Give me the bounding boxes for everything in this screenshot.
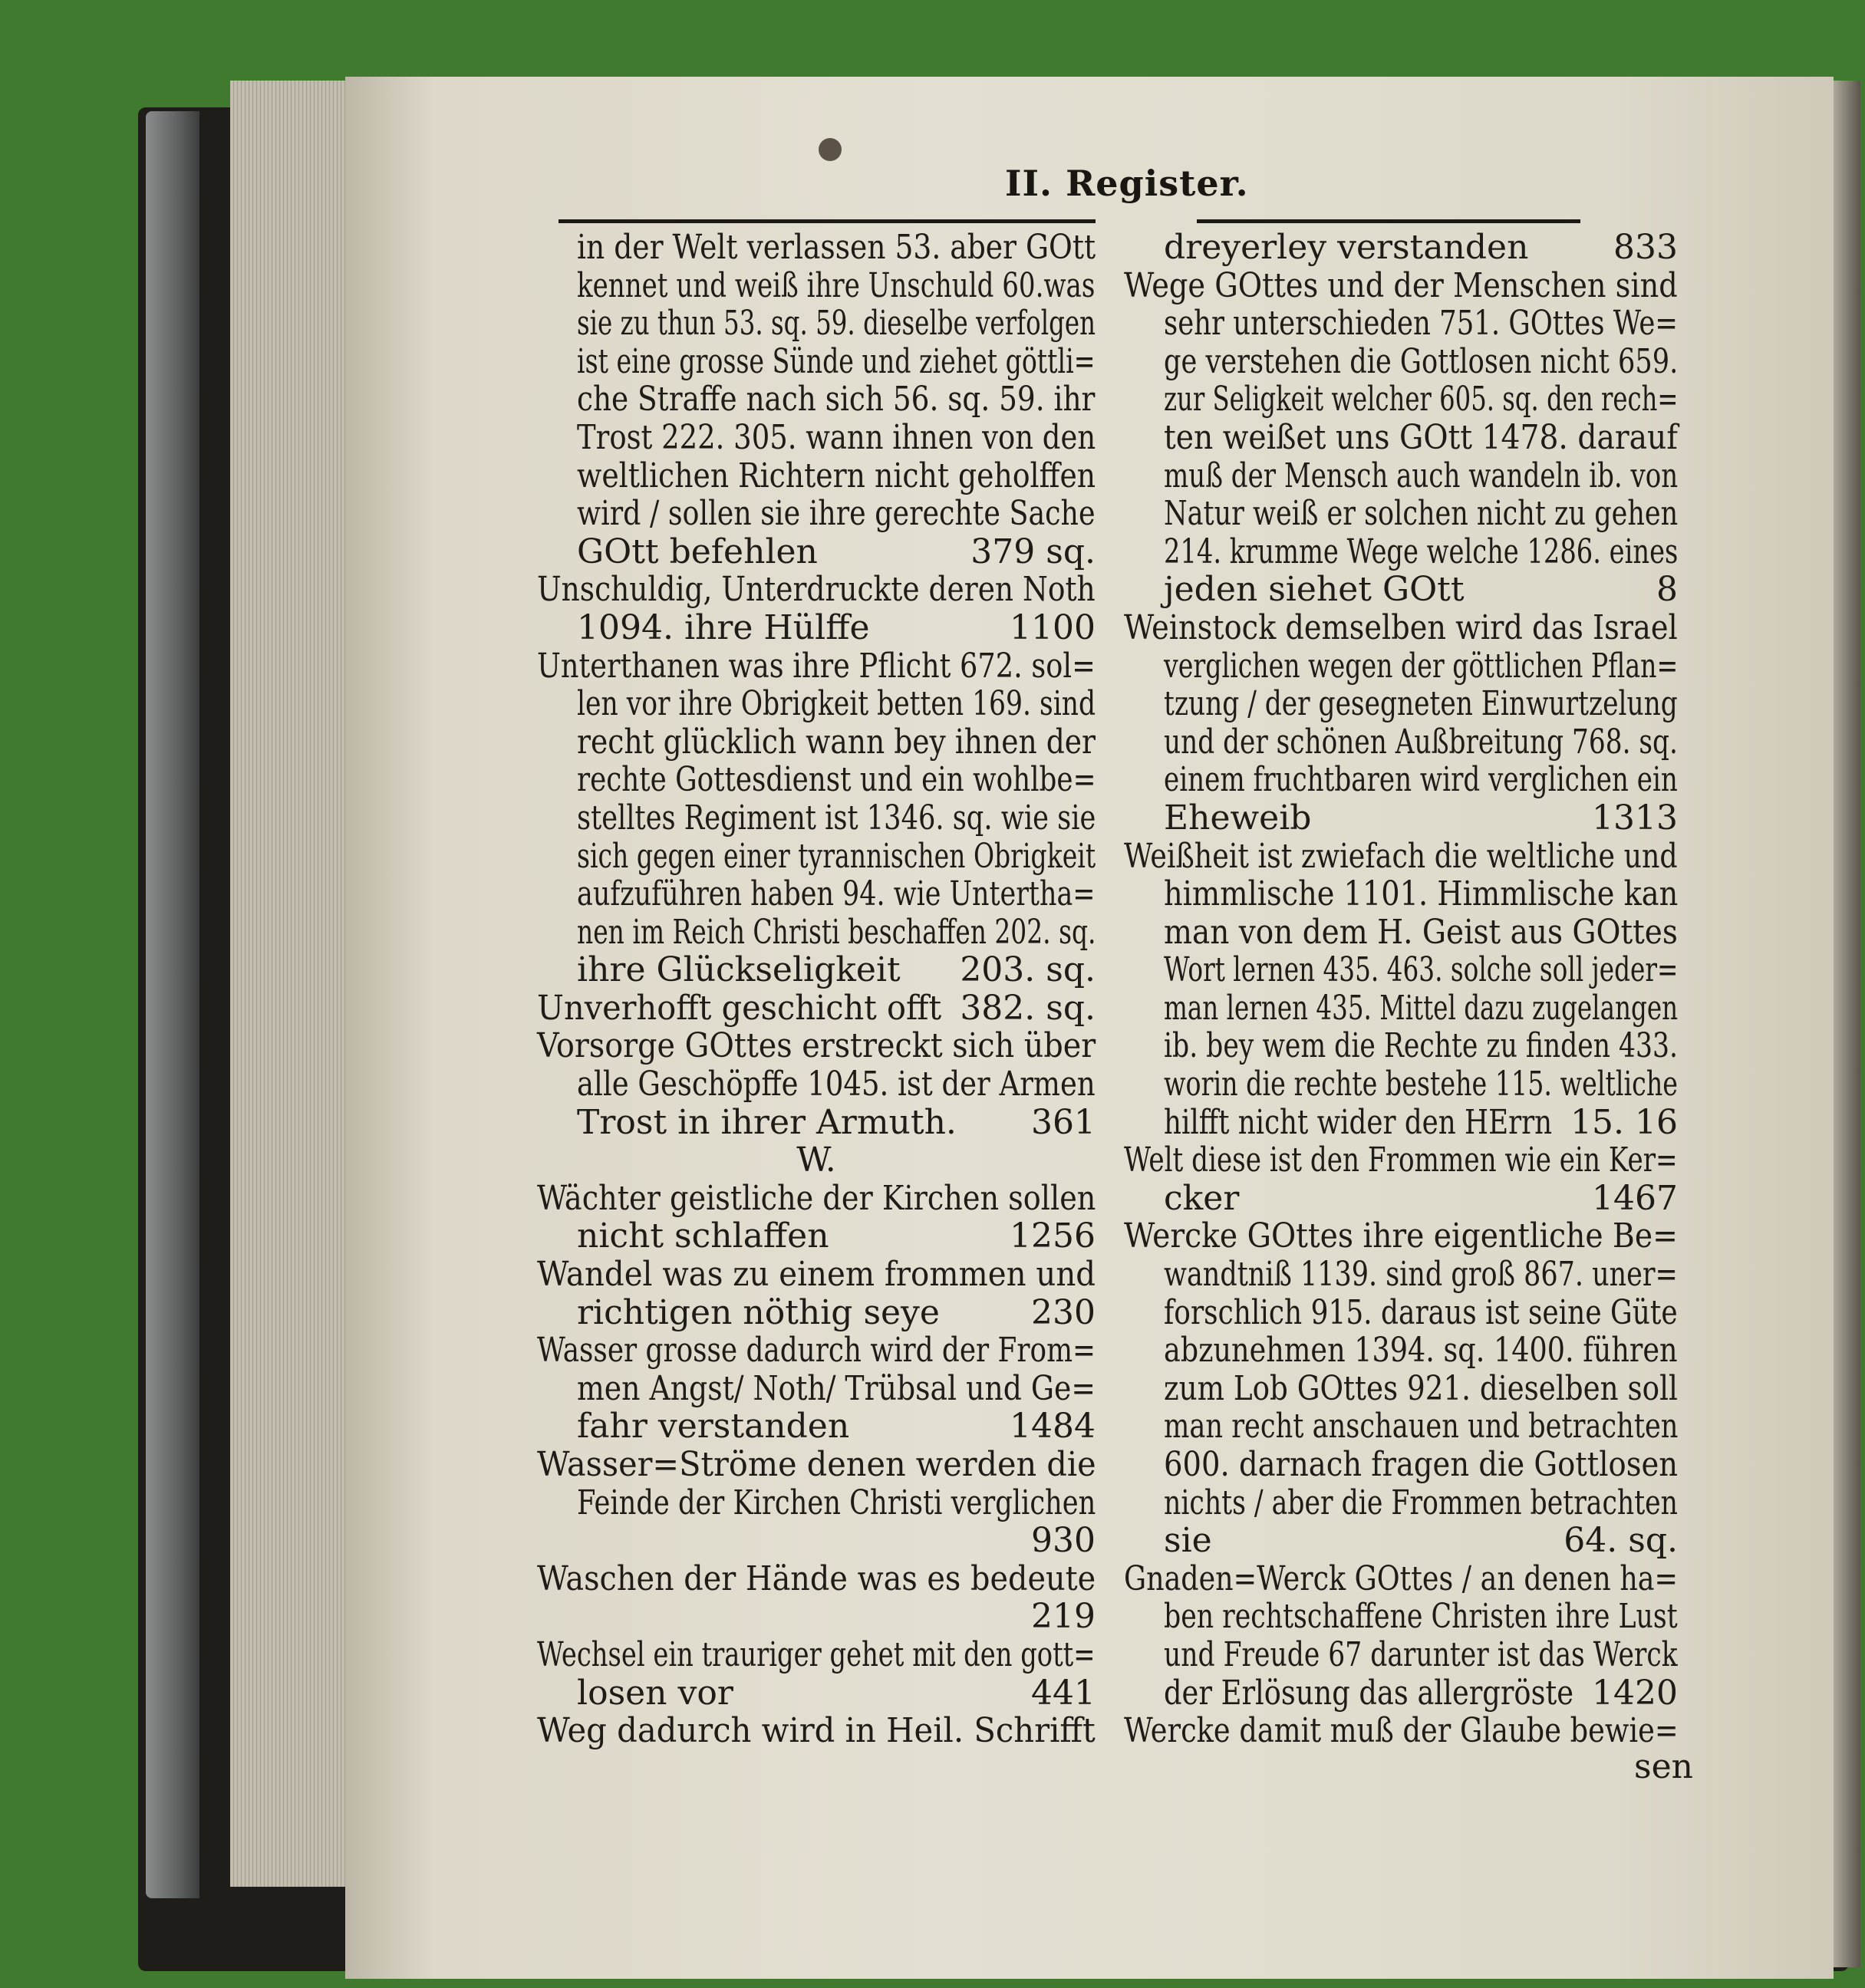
entry-text: Weinstock demselben wird das Israel xyxy=(1124,607,1678,647)
entry-text: Unschuldig, Unterdruckte deren Noth xyxy=(537,570,1096,610)
page-reference: 833 xyxy=(1613,228,1678,267)
entry-text: weltlichen Richtern nicht geholffen xyxy=(577,456,1096,495)
page-reference: 930 xyxy=(1031,1521,1096,1561)
catchword: sen xyxy=(1634,1747,1693,1786)
entry-text: rechte Gottesdienst und ein wohlbe= xyxy=(577,760,1096,800)
index-entry-continuation xyxy=(537,1407,1096,1446)
page-reference: 203. sq. xyxy=(960,950,1096,990)
index-entry-continuation xyxy=(537,1104,1096,1142)
index-entry-continuation xyxy=(1124,1331,1678,1370)
index-entry-continuation xyxy=(1124,1104,1678,1142)
entry-text: 600. darnach fragen die Gottlosen xyxy=(1164,1445,1679,1484)
section-letter xyxy=(537,1141,1096,1180)
entry-text: Waschen der Hände was es bedeute xyxy=(537,1558,1096,1598)
header-rule-right xyxy=(1197,219,1580,223)
entry-text: cker xyxy=(1164,1178,1240,1218)
index-entry-continuation xyxy=(1124,1294,1678,1332)
entry-text: und Freude 67 darunter ist das Werck xyxy=(1164,1634,1678,1674)
index-entry-continuation xyxy=(537,304,1096,343)
index-entry-continuation xyxy=(1124,571,1678,609)
index-entry xyxy=(537,1331,1096,1370)
entry-text: der Erlösung das allergröste xyxy=(1164,1673,1574,1713)
index-entry-continuation xyxy=(1124,875,1678,913)
entry-text: len vor ihre Obrigkeit betten 169. sind xyxy=(577,684,1096,724)
entry-text: wandtniß 1139. sind groß 867. uner= xyxy=(1164,1255,1678,1295)
page-edges-right xyxy=(1830,81,1860,1967)
entry-text: nichts / aber die Frommen betrachten xyxy=(1164,1483,1678,1522)
entry-text: tzung / der gesegneten Einwurtzelung xyxy=(1164,684,1678,724)
entry-text: ten weißet uns GOtt 1478. darauf xyxy=(1164,417,1678,457)
entry-text: Vorsorge GOttes erstreckt sich über xyxy=(537,1026,1096,1066)
entry-text: GOtt befehlen xyxy=(577,532,818,571)
page-reference: 1313 xyxy=(1592,798,1678,838)
entry-text: sehr unterschieden 751. GOttes We= xyxy=(1164,304,1679,344)
index-entry xyxy=(1124,838,1678,876)
entry-text: Weißheit ist zwiefach die weltliche und xyxy=(1124,836,1678,876)
index-entry-continuation xyxy=(1124,1446,1678,1484)
entry-text: Wort lernen 435. 463. solche soll jeder= xyxy=(1164,950,1679,990)
page-reference: 230 xyxy=(1031,1292,1096,1332)
index-entry-continuation xyxy=(537,267,1096,305)
index-entry-continuation xyxy=(1124,1674,1678,1713)
index-entry xyxy=(1124,1217,1678,1256)
page-reference: 1100 xyxy=(1010,607,1096,647)
index-entry-continuation xyxy=(537,229,1096,267)
index-entry-continuation xyxy=(537,723,1096,762)
index-entry-continuation xyxy=(1124,951,1678,989)
index-entry-continuation xyxy=(1124,380,1678,419)
index-entry-continuation xyxy=(1124,1180,1678,1218)
index-entry xyxy=(537,1446,1096,1484)
entry-text: in der Welt verlassen 53. aber GOtt xyxy=(577,228,1096,267)
entry-text: Gnaden=Werck GOttes / an denen ha= xyxy=(1124,1558,1679,1598)
entry-text: sich gegen einer tyrannischen Obrigkeit xyxy=(577,836,1096,876)
entry-text: zum Lob GOttes 921. dieselben soll xyxy=(1164,1368,1678,1408)
index-entry-continuation xyxy=(1124,1256,1678,1294)
index-entry xyxy=(537,1636,1096,1674)
entry-text: Wächter geistliche der Kirchen sollen xyxy=(537,1178,1096,1218)
entry-text: Weg dadurch wird in Heil. Schrifft xyxy=(537,1711,1096,1751)
index-entry xyxy=(1124,267,1678,305)
index-entry-continuation xyxy=(537,343,1096,381)
index-entry-continuation xyxy=(537,913,1096,952)
index-entry-continuation xyxy=(537,875,1096,913)
entry-text: W. xyxy=(796,1140,836,1180)
entry-text: Trost in ihrer Armuth. xyxy=(577,1102,957,1142)
entry-text: und der schönen Außbreitung 768. sq. xyxy=(1164,722,1678,762)
running-header: II. Register. xyxy=(1005,163,1249,204)
entry-text: che Straffe nach sich 56. sq. 59. ihr xyxy=(577,380,1096,420)
entry-text: Wercke damit muß der Glaube bewie= xyxy=(1124,1711,1679,1751)
page-reference: 15. 16 xyxy=(1570,1102,1678,1142)
index-entry-continuation xyxy=(1124,533,1678,571)
index-entry xyxy=(537,1027,1096,1065)
entry-text: worin die rechte bestehe 115. weltliche xyxy=(1164,1065,1678,1104)
entry-text: hilfft nicht wider den HErrn xyxy=(1164,1102,1553,1142)
index-entry-continuation xyxy=(1124,989,1678,1028)
page-reference: 219 xyxy=(1031,1597,1096,1637)
entry-text: Feinde der Kirchen Christi verglichen xyxy=(577,1483,1096,1522)
entry-text: verglichen wegen der göttlichen Pflan= xyxy=(1164,646,1679,686)
entry-text: ib. bey wem die Rechte zu finden 433. xyxy=(1164,1026,1679,1066)
entry-text: forschlich 915. daraus ist seine Güte xyxy=(1164,1292,1678,1332)
entry-text: Wandel was zu einem frommen und xyxy=(537,1255,1096,1295)
index-entry-continuation xyxy=(537,1370,1096,1408)
index-entry-continuation xyxy=(1124,495,1678,533)
entry-text: Unverhofft geschicht offt xyxy=(537,988,942,1028)
index-entry-continuation xyxy=(537,799,1096,838)
index-entry xyxy=(1124,1560,1678,1598)
entry-text: alle Geschöpffe 1045. ist der Armen xyxy=(577,1065,1096,1104)
index-entry-continuation xyxy=(1124,343,1678,381)
index-entry-continuation xyxy=(1124,1407,1678,1446)
index-entry xyxy=(537,1256,1096,1294)
book-cover-edge xyxy=(146,111,199,1898)
entry-text: losen vor xyxy=(577,1673,733,1713)
index-entry-continuation xyxy=(537,457,1096,495)
index-entry xyxy=(537,1180,1096,1218)
index-entry-continuation xyxy=(1124,1027,1678,1065)
page-reference: 64. sq. xyxy=(1564,1521,1678,1561)
index-column-left xyxy=(537,229,1096,1750)
entry-text: 1094. ihre Hülffe xyxy=(577,607,870,647)
index-entry-continuation xyxy=(1124,1065,1678,1104)
index-entry-continuation xyxy=(537,951,1096,989)
index-entry-continuation xyxy=(537,1294,1096,1332)
entry-text: sie xyxy=(1164,1521,1212,1561)
entry-text: men Angst/ Noth/ Trübsal und Ge= xyxy=(577,1368,1096,1408)
entry-text: ihre Glückseligkeit xyxy=(577,950,901,990)
entry-text: 214. krumme Wege welche 1286. eines xyxy=(1164,532,1679,571)
index-entry-continuation xyxy=(537,380,1096,419)
index-entry-continuation xyxy=(1124,1636,1678,1674)
index-entry-continuation xyxy=(1124,761,1678,799)
entry-text: nen im Reich Christi beschaffen 202. sq. xyxy=(577,912,1096,952)
header-rule-left xyxy=(559,219,1096,223)
index-entry-continuation xyxy=(537,1065,1096,1104)
page-reference: 8 xyxy=(1656,570,1678,610)
entry-text: sie zu thun 53. sq. 59. dieselbe verfolgen xyxy=(577,304,1096,344)
index-entry-continuation xyxy=(537,533,1096,571)
index-entry-continuation xyxy=(1124,1522,1678,1560)
index-entry-continuation xyxy=(1124,913,1678,952)
index-entry-continuation xyxy=(1124,1484,1678,1522)
index-entry xyxy=(537,989,1096,1028)
entry-text: ge verstehen die Gottlosen nicht 659. xyxy=(1164,341,1679,381)
index-entry-continuation xyxy=(1124,647,1678,686)
entry-text: aufzuführen haben 94. wie Untertha= xyxy=(577,874,1096,914)
index-entry xyxy=(1124,609,1678,647)
entry-text: Trost 222. 305. wann ihnen von den xyxy=(577,417,1096,457)
page-reference: 1420 xyxy=(1592,1673,1678,1713)
index-entry-continuation xyxy=(537,495,1096,533)
entry-text: abzunehmen 1394. sq. 1400. führen xyxy=(1164,1331,1678,1371)
index-entry xyxy=(537,1712,1096,1750)
index-entry-continuation xyxy=(537,1598,1096,1636)
index-entry xyxy=(537,647,1096,686)
index-entry-continuation xyxy=(1124,457,1678,495)
page-reference: 441 xyxy=(1031,1673,1096,1713)
index-entry xyxy=(537,571,1096,609)
page-reference: 379 sq. xyxy=(970,532,1096,571)
entry-text: wird / sollen sie ihre gerechte Sache xyxy=(577,494,1096,534)
index-column-right xyxy=(1124,229,1678,1750)
index-entry-continuation xyxy=(537,1522,1096,1560)
entry-text: fahr verstanden xyxy=(577,1407,850,1447)
entry-text: Wasser=Ströme denen werden die xyxy=(537,1445,1096,1484)
page-reference: 1256 xyxy=(1010,1216,1096,1256)
entry-text: Wege GOttes und der Menschen sind xyxy=(1124,265,1678,305)
index-entry-continuation xyxy=(537,609,1096,647)
entry-text: kennet und weiß ihre Unschuld 60.was xyxy=(577,265,1096,305)
entry-text: richtigen nöthig seye xyxy=(577,1292,940,1332)
entry-text: man lernen 435. Mittel dazu zugelangen xyxy=(1164,988,1679,1028)
index-entry-continuation xyxy=(537,685,1096,723)
index-entry xyxy=(1124,1712,1678,1750)
entry-text: Wechsel ein trauriger gehet mit den gott= xyxy=(537,1634,1096,1674)
index-entry-continuation xyxy=(537,761,1096,799)
index-entry xyxy=(1124,1141,1678,1180)
index-entry-continuation xyxy=(537,419,1096,457)
entry-text: ist eine grosse Sünde und ziehet göttli= xyxy=(577,341,1096,381)
index-entry-continuation xyxy=(1124,723,1678,762)
index-entry-continuation xyxy=(1124,799,1678,838)
page-reference: 361 xyxy=(1031,1102,1096,1142)
page-reference: 1484 xyxy=(1010,1407,1096,1447)
entry-text: recht glücklich wann bey ihnen der xyxy=(577,722,1096,762)
entry-text: man von dem H. Geist aus GOttes xyxy=(1164,912,1678,952)
page-reference: 1467 xyxy=(1592,1178,1678,1218)
entry-text: Unterthanen was ihre Pflicht 672. sol= xyxy=(537,646,1096,686)
index-entry-continuation xyxy=(537,1217,1096,1256)
page-reference: 382. sq. xyxy=(960,988,1096,1028)
index-entry xyxy=(537,1560,1096,1598)
index-entry-continuation xyxy=(537,1674,1096,1713)
index-entry-continuation xyxy=(537,1484,1096,1522)
entry-text: einem fruchtbaren wird verglichen ein xyxy=(1164,760,1678,800)
entry-text: dreyerley verstanden xyxy=(1164,228,1529,267)
entry-text: Eheweib xyxy=(1164,798,1312,838)
index-entry-continuation xyxy=(1124,685,1678,723)
entry-text: zur Seligkeit welcher 605. sq. den rech= xyxy=(1164,380,1679,420)
entry-text: jeden siehet GOtt xyxy=(1164,570,1465,610)
entry-text: ben rechtschaffene Christen ihre Lust xyxy=(1164,1597,1678,1637)
entry-text: muß der Mensch auch wandeln ib. von xyxy=(1164,456,1679,495)
index-entry-continuation xyxy=(1124,419,1678,457)
entry-text: man recht anschauen und betrachten xyxy=(1164,1407,1679,1447)
entry-text: Wercke GOttes ihre eigentliche Be= xyxy=(1124,1216,1679,1256)
index-entry-continuation xyxy=(1124,1370,1678,1408)
entry-text: stelltes Regiment ist 1346. sq. wie sie xyxy=(577,798,1096,838)
index-entry-continuation xyxy=(1124,1598,1678,1636)
entry-text: himmlische 1101. Himmlische kan xyxy=(1164,874,1679,914)
entry-text: nicht schlaffen xyxy=(577,1216,829,1256)
ink-spot xyxy=(819,138,842,161)
index-entry-continuation xyxy=(1124,229,1678,267)
entry-text: Wasser grosse dadurch wird der From= xyxy=(537,1331,1096,1371)
entry-text: Welt diese ist den Frommen wie ein Ker= xyxy=(1124,1140,1678,1180)
index-entry-continuation xyxy=(537,838,1096,876)
page-edges-left xyxy=(230,81,345,1887)
index-entry-continuation xyxy=(1124,304,1678,343)
entry-text: Natur weiß er solchen nicht zu gehen xyxy=(1164,494,1679,534)
